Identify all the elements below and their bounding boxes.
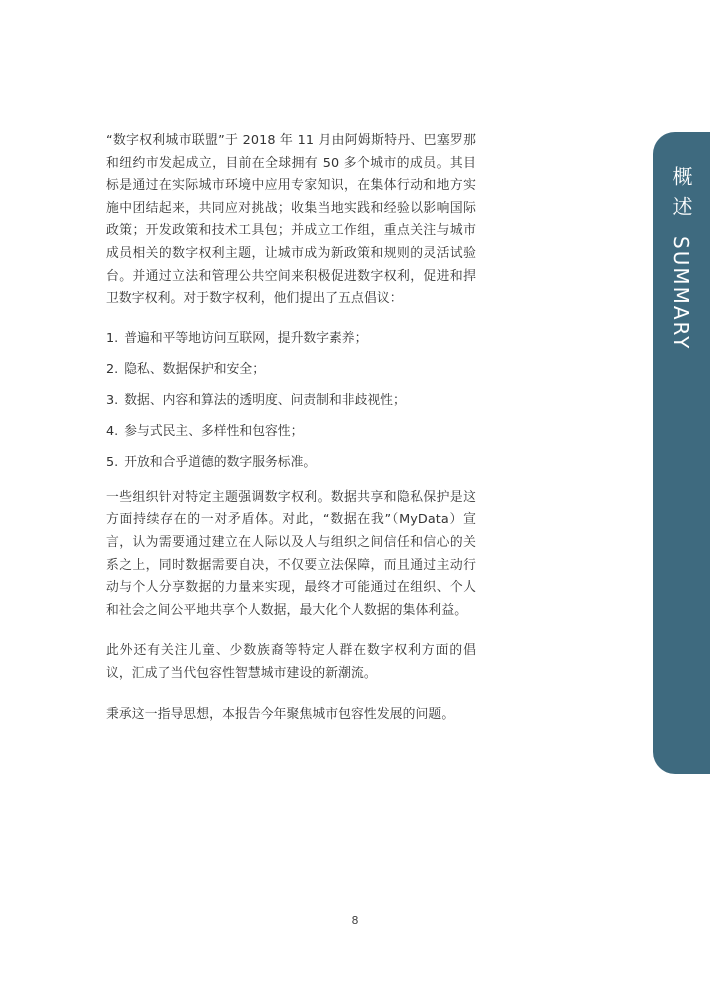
list-item xyxy=(106,422,476,442)
paragraph-conclusion: 秉承这一指导思想，本报告今年聚焦城市包容性发展的问题。 xyxy=(106,706,455,722)
document-body xyxy=(106,130,476,744)
list-item-text: 数据、内容和算法的透明度、问责制和非歧视性； xyxy=(124,392,406,408)
list-item-text: 普遍和平等地访问互联网，提升数字素养； xyxy=(124,330,368,346)
list-item xyxy=(106,360,476,380)
list-item-text: 隐私、数据保护和安全； xyxy=(124,361,265,377)
side-tab-title-zh: 概述 xyxy=(669,166,693,226)
initiatives-list xyxy=(106,329,476,473)
side-tab-label xyxy=(667,166,696,350)
list-item-number: 5. xyxy=(106,454,119,470)
list-item-number: 4. xyxy=(106,423,119,439)
list-item-text: 参与式民主、多样性和包容性； xyxy=(124,423,304,439)
paragraph-special-groups: 此外还有关注儿童、少数族裔等特定人群在数字权利方面的倡议，汇成了当代包容性智慧城市建设的新潮流。 xyxy=(106,643,476,681)
list-item-number: 2. xyxy=(106,361,119,377)
list-item xyxy=(106,329,476,349)
side-tab-title-en: SUMMARY xyxy=(669,236,693,351)
list-item xyxy=(106,391,476,411)
section-side-tab xyxy=(653,132,710,774)
list-item-number: 1. xyxy=(106,330,119,346)
list-item-text: 开放和合乎道德的数字服务标准。 xyxy=(124,454,317,470)
page-number: 8 xyxy=(351,914,359,927)
paragraph-mydata: 一些组织针对特定主题强调数字权利。数据共享和隐私保护是这方面持续存在的一对矛盾体。对此，“数据在我”（MyData）宣言，认为需要通过建立在人际以及人与组织之间信任和信心的关系之上，同时数据需要自决，不仅要立法保障，而且通过主动行动与个人分享数据的力量来实现，最终才可能通过在组织、个人和社会之间公平地共享个人数据，最大化个人数据的集体利益。 xyxy=(106,489,476,618)
list-item xyxy=(106,453,476,473)
paragraph-intro: “数字权利城市联盟”于 2018 年 11 月由阿姆斯特丹、巴塞罗那和纽约市发起成立，目前在全球拥有 50 多个城市的成员。其目标是通过在实际城市环境中应用专家知识，在集体行动和地方实施中团结起来，共同应对挑战；收集当地实践和经验以影响国际政策；开发政策和技术工具包；并成立工作组，重点关注与城市成员相关的数字权利主题，让城市成为新政策和规则的灵活试验台。并通过立法和管理公共空间来积极促进数字权利，促进和捍卫数字权利。对于数字权利，他们提出了五点倡议： xyxy=(106,133,476,307)
list-item-number: 3. xyxy=(106,392,119,408)
